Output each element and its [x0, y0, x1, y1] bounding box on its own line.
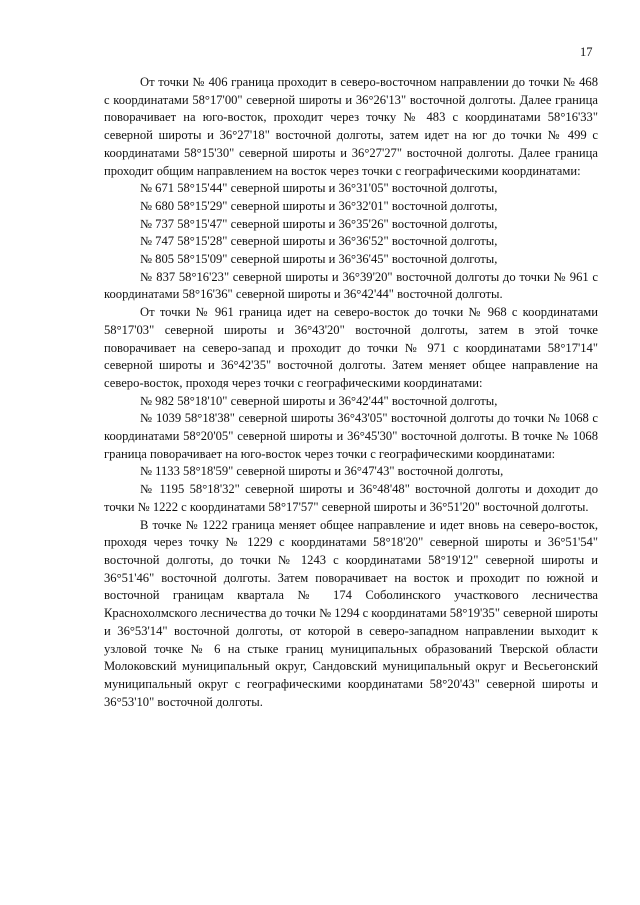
paragraph-point-1039-1068: № 1039 58°18'38" северной широты 36°43'05" восточной долготы до точки № 1068 с координатами 58°20'05" северной широты и 36°45'30" восточной долготы. В точке № 1068 граница поворачивает на юго-восток через точки с географическими координатами:	[104, 411, 598, 461]
paragraph-route-406-499: От точки № 406 граница проходит в северо-восточном направлении до точки № 468 с координатами 58°17'00" северной широты и 36°26'13" восточной долготы. Далее граница поворачивает на юго-восток, проходит через точку № 483 с координатами 58°16'33" северной широты и 36°27'18" восточной долготы, затем идет на юг до точки № 499 с координатами 58°15'30" северной широты и 36°27'27" восточной долготы. Далее граница проходит общим направлением на восток через точки с географическими координатами:	[104, 75, 598, 178]
coordinate-line-737: № 737 58°15'47" северной широты и 36°35'26" восточной долготы,	[140, 216, 498, 231]
paragraph-point-837-961: № 837 58°16'23" северной широты и 36°39'20" восточной долготы до точки № 961 с координатами 58°16'36" северной широты и 36°42'44" восточной долготы.	[104, 269, 598, 302]
coordinate-line-747: № 747 58°15'28" северной широты и 36°36'52" восточной долготы,	[140, 234, 498, 249]
page-number: 17	[580, 45, 593, 59]
coordinate-line-680: № 680 58°15'29" северной широты и 36°32'01" восточной долготы,	[140, 198, 498, 213]
document-body	[104, 74, 598, 711]
paragraph-route-961-971: От точки № 961 граница идет на северо-восток до точки № 968 с координатами 58°17'03" северной широты и 36°43'20" восточной долготы, затем в этой точке поворачивает на северо-запад и проходит до точки № 971 с координатами 58°17'14" северной широты и 36°42'35" восточной долготы. Затем меняет общее направление на северо-восток, проходя через точки с географическими координатами:	[104, 305, 598, 390]
paragraph-point-1195-1222: № 1195 58°18'32" северной широты и 36°48'48" восточной долготы и доходит до точки № 1222 с координатами 58°17'57" северной широты и 36°51'20" восточной долготы.	[104, 482, 598, 514]
coordinate-line-805: № 805 58°15'09" северной широты и 36°36'45" восточной долготы,	[140, 252, 498, 267]
coordinate-line-671: № 671 58°15'44" северной широты и 36°31'05" восточной долготы,	[140, 181, 498, 196]
coordinate-line-1133: № 1133 58°18'59" северной широты и 36°47'43" восточной долготы,	[140, 464, 504, 479]
coordinate-line-982: № 982 58°18'10" северной широты и 36°42'44" восточной долготы,	[140, 393, 498, 408]
paragraph-route-1222-node-6: В точке № 1222 граница меняет общее направление и идет вновь на северо-восток, проходя через точку № 1229 с координатами 58°18'20" северной широты и 36°51'54" восточной долготы, до точки № 1243 с координатами 58°19'12" северной широты и 36°51'46" восточной долготы. Затем поворачивает на восток и проходит по южной и восточной границам квартала № 174 Соболинского участкового лесничества Краснохолмского лесничества до точки № 1294 с координатами 58°19'35" северной широты и 36°53'14" восточной долготы, от которой в северо-западном направлении выходит к узловой точке № 6 на стыке границ муниципальных образований Тверской области Молоковский муниципальный округ, Сандовский муниципальный округ и Весьегонский муниципальный округ с географическими координатами 58°20'43" северной широты и 36°53'10" восточной долготы.	[104, 517, 598, 709]
